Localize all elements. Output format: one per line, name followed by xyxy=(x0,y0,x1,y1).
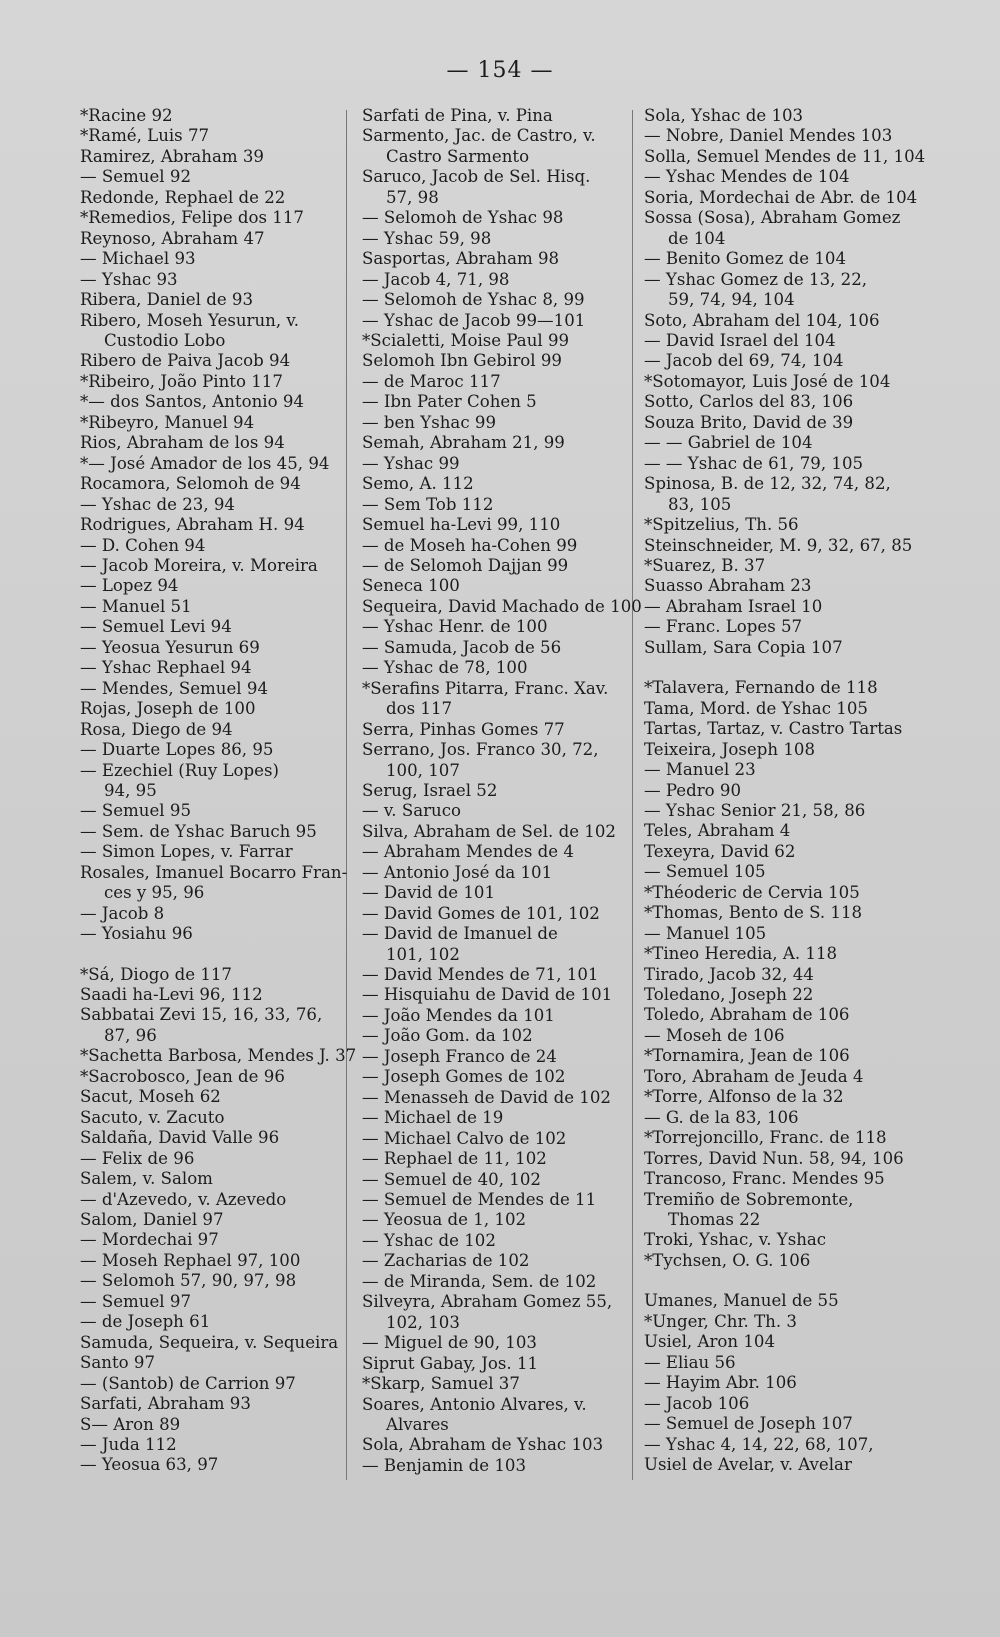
index-entry: Toro, Abraham de Jeuda 4 xyxy=(644,1066,864,1086)
index-entry: — Jacob 8 xyxy=(80,903,165,923)
index-entry: — Zacharias de 102 xyxy=(362,1251,530,1271)
index-entry: — G. de la 83, 106 xyxy=(644,1107,799,1127)
index-entry-continuation: Castro Sarmento xyxy=(386,146,530,166)
index-entry: — Nobre, Daniel Mendes 103 xyxy=(644,126,893,146)
index-entry: — Samuda, Jacob de 56 xyxy=(362,637,562,657)
index-entry-continuation: ces y 95, 96 xyxy=(104,883,205,903)
index-entry: — Jacob 4, 71, 98 xyxy=(362,269,510,289)
index-entry: Sola, Abraham de Yshac 103 xyxy=(362,1435,604,1455)
index-entry: Teixeira, Joseph 108 xyxy=(644,739,816,759)
index-entry-continuation: de 104 xyxy=(668,228,726,248)
index-entry: — Semuel 95 xyxy=(80,801,191,821)
index-entry: Semah, Abraham 21, 99 xyxy=(362,433,565,453)
index-entry: *Torrejoncillo, Franc. de 118 xyxy=(644,1128,887,1148)
index-entry: — Manuel 105 xyxy=(644,923,767,943)
index-entry: — v. Saruco xyxy=(362,801,461,821)
index-entry: *Sá, Diogo de 117 xyxy=(80,964,232,984)
index-entry: Usiel, Aron 104 xyxy=(644,1332,776,1352)
index-column-3 xyxy=(644,106,926,1475)
index-entry: — Juda 112 xyxy=(80,1435,177,1454)
index-entry: *Théoderic de Cervia 105 xyxy=(644,882,860,902)
index-entry: Rodrigues, Abraham H. 94 xyxy=(80,515,305,535)
index-entry: *Spitzelius, Th. 56 xyxy=(644,515,799,535)
index-entry: — de Selomoh Dajjan 99 xyxy=(362,555,569,575)
index-entry-continuation: Custodio Lobo xyxy=(104,330,226,350)
index-entry: — de Maroc 117 xyxy=(362,371,501,391)
index-entry: — — Gabriel de 104 xyxy=(644,433,813,453)
index-entry: *Tornamira, Jean de 106 xyxy=(644,1046,850,1066)
index-entry: Troki, Yshac, v. Yshac xyxy=(644,1230,827,1250)
index-entry: Saadi ha-Levi 96, 112 xyxy=(80,985,263,1005)
index-entry: Tirado, Jacob 32, 44 xyxy=(644,964,814,984)
index-entry: Trancoso, Franc. Mendes 95 xyxy=(644,1169,885,1189)
index-entry: — Pedro 90 xyxy=(644,780,742,800)
index-entry: Rios, Abraham de los 94 xyxy=(80,433,285,453)
index-entry: — Semuel Levi 94 xyxy=(80,617,232,637)
index-entry: *— dos Santos, Antonio 94 xyxy=(80,392,304,412)
index-entry: *Unger, Chr. Th. 3 xyxy=(644,1311,797,1331)
index-entry: Steinschneider, M. 9, 32, 67, 85 xyxy=(644,535,913,555)
index-entry: — Lopez 94 xyxy=(80,576,179,596)
index-entry: — Yeosua de 1, 102 xyxy=(362,1210,527,1230)
index-entry: — Yshac de 102 xyxy=(362,1230,496,1250)
index-entry: — Miguel de 90, 103 xyxy=(362,1333,537,1353)
index-entry: Rojas, Joseph de 100 xyxy=(80,699,256,719)
index-entry: Rosales, Imanuel Bocarro Fran- xyxy=(80,862,348,882)
index-entry: Semuel ha-Levi 99, 110 xyxy=(362,515,561,535)
index-entry: — Hayim Abr. 106 xyxy=(644,1373,797,1393)
index-entry: — Manuel 51 xyxy=(80,596,192,616)
index-entry: Sola, Yshac de 103 xyxy=(644,106,804,125)
index-entry: Sequeira, David Machado de 100 xyxy=(362,596,642,616)
index-entry: — Yshac Rephael 94 xyxy=(80,658,252,678)
index-entry: Serug, Israel 52 xyxy=(362,780,498,800)
index-entry: — Semuel 105 xyxy=(644,862,766,882)
index-entry: Seneca 100 xyxy=(362,576,460,596)
index-entry: Reynoso, Abraham 47 xyxy=(80,228,265,248)
index-entry: — David Mendes de 71, 101 xyxy=(362,965,599,985)
index-entry: Ribera, Daniel de 93 xyxy=(80,290,254,310)
index-entry: — Semuel 97 xyxy=(80,1291,191,1311)
index-entry: — Yshac Gomez de 13, 22, xyxy=(644,269,868,289)
index-entry: — David Israel del 104 xyxy=(644,330,836,350)
index-entry: Sarmento, Jac. de Castro, v. xyxy=(362,126,596,146)
index-entry: *Ribeyro, Manuel 94 xyxy=(80,412,255,432)
index-entry: — Michael 93 xyxy=(80,249,196,269)
index-entry: — Michael Calvo de 102 xyxy=(362,1128,567,1148)
index-entry: Umanes, Manuel de 55 xyxy=(644,1291,839,1311)
index-entry: — David de 101 xyxy=(362,883,496,903)
index-entry: Rocamora, Selomoh de 94 xyxy=(80,474,301,494)
index-entry: — Benjamin de 103 xyxy=(362,1455,527,1475)
index-entry: — Semuel de Mendes de 11 xyxy=(362,1190,597,1210)
index-entry: — João Gom. da 102 xyxy=(362,1026,533,1046)
index-entry: — Yshac 93 xyxy=(80,269,178,289)
index-entry: Sacuto, v. Zacuto xyxy=(80,1107,225,1127)
index-entry: — Yeosua 63, 97 xyxy=(80,1455,219,1475)
index-entry: *Sachetta Barbosa, Mendes J. 37 xyxy=(80,1046,357,1066)
index-entry: Sabbatai Zevi 15, 16, 33, 76, xyxy=(80,1005,323,1025)
index-entry: — Felix de 96 xyxy=(80,1148,195,1168)
index-entry: *Racine 92 xyxy=(80,106,173,125)
index-entry: Salem, v. Salom xyxy=(80,1169,213,1189)
index-entry: — Yshac de 78, 100 xyxy=(362,658,528,678)
index-entry: Soares, Antonio Alvares, v. xyxy=(362,1394,587,1414)
index-entry: — de Miranda, Sem. de 102 xyxy=(362,1271,597,1291)
index-entry: — Yshac de 23, 94 xyxy=(80,494,235,514)
index-entry: *Ribeiro, João Pinto 117 xyxy=(80,371,283,391)
index-entry: — Selomoh de Yshac 98 xyxy=(362,208,564,228)
index-entry: Tartas, Tartaz, v. Castro Tartas xyxy=(644,719,903,739)
index-entry: Texeyra, David 62 xyxy=(644,841,796,861)
index-entry: *Thomas, Bento de S. 118 xyxy=(644,903,863,923)
index-entry-continuation: 87, 96 xyxy=(104,1025,157,1045)
index-entry: Soria, Mordechai de Abr. de 104 xyxy=(644,187,918,207)
index-entry: — Mordechai 97 xyxy=(80,1230,219,1250)
index-entry: Sarfati de Pina, v. Pina xyxy=(362,106,553,125)
index-entry: — Simon Lopes, v. Farrar xyxy=(80,842,293,862)
index-entry: — Semuel 92 xyxy=(80,167,191,187)
index-entry: — Abraham Mendes de 4 xyxy=(362,842,574,862)
column-divider xyxy=(346,110,347,1480)
index-entry: Redonde, Rephael de 22 xyxy=(80,187,286,207)
index-entry: *Talavera, Fernando de 118 xyxy=(644,678,878,698)
index-entry: — João Mendes da 101 xyxy=(362,1005,555,1025)
index-entry-continuation: 101, 102 xyxy=(386,944,460,964)
index-entry: Serra, Pinhas Gomes 77 xyxy=(362,719,565,739)
index-entry: Spinosa, B. de 12, 32, 74, 82, xyxy=(644,474,891,494)
index-entry: — Selomoh 57, 90, 97, 98 xyxy=(80,1271,297,1291)
index-entry: — Semuel de Joseph 107 xyxy=(644,1414,853,1434)
index-entry-continuation: 83, 105 xyxy=(668,494,732,514)
index-entry: *Tychsen, O. G. 106 xyxy=(644,1250,811,1270)
index-entry: *Remedios, Felipe dos 117 xyxy=(80,208,304,228)
index-entry: Santo 97 xyxy=(80,1353,155,1373)
index-entry: — Yosiahu 96 xyxy=(80,924,193,944)
index-entry: — D. Cohen 94 xyxy=(80,535,206,555)
index-entry: Silveyra, Abraham Gomez 55, xyxy=(362,1292,613,1312)
index-entry: — Franc. Lopes 57 xyxy=(644,617,803,637)
index-entry: Ribero, Moseh Yesurun, v. xyxy=(80,310,300,330)
index-entry-continuation: 102, 103 xyxy=(386,1312,460,1332)
index-entry: — — Yshac de 61, 79, 105 xyxy=(644,453,864,473)
index-entry: Silva, Abraham de Sel. de 102 xyxy=(362,821,616,841)
index-entry: Usiel de Avelar, v. Avelar xyxy=(644,1455,852,1474)
index-entry: — Hisquiahu de David de 101 xyxy=(362,985,613,1005)
index-entry: — Duarte Lopes 86, 95 xyxy=(80,740,274,760)
index-entry: — Eliau 56 xyxy=(644,1352,736,1372)
index-entry: — Yshac 4, 14, 22, 68, 107, xyxy=(644,1434,874,1454)
index-entry: — Selomoh de Yshac 8, 99 xyxy=(362,290,585,310)
index-entry: Ribero de Paiva Jacob 94 xyxy=(80,351,291,371)
index-entry: — d'Azevedo, v. Azevedo xyxy=(80,1189,287,1209)
index-entry: *Tineo Heredia, A. 118 xyxy=(644,944,838,964)
index-entry: Sarfati, Abraham 93 xyxy=(80,1394,251,1414)
index-entry: *Sacrobosco, Jean de 96 xyxy=(80,1066,285,1086)
index-entry: — Joseph Gomes de 102 xyxy=(362,1067,566,1087)
index-entry: *— José Amador de los 45, 94 xyxy=(80,453,330,473)
index-entry: Serrano, Jos. Franco 30, 72, xyxy=(362,740,599,760)
index-entry: Suasso Abraham 23 xyxy=(644,576,812,596)
index-entry: *Serafins Pitarra, Franc. Xav. xyxy=(362,678,609,698)
index-entry: — Yshac Senior 21, 58, 86 xyxy=(644,800,866,820)
index-entry: Tremiño de Sobremonte, xyxy=(644,1189,854,1209)
index-entry: — Rephael de 11, 102 xyxy=(362,1149,547,1169)
index-entry: Samuda, Sequeira, v. Sequeira xyxy=(80,1332,339,1352)
index-entry-continuation: 94, 95 xyxy=(104,780,157,800)
index-entry: Ramirez, Abraham 39 xyxy=(80,146,264,166)
index-entry: — Ibn Pater Cohen 5 xyxy=(362,392,537,412)
index-entry: Toledano, Joseph 22 xyxy=(644,985,814,1005)
index-entry: Semo, A. 112 xyxy=(362,474,474,494)
index-entry: — Yeosua Yesurun 69 xyxy=(80,637,260,657)
column-divider xyxy=(632,110,633,1480)
index-column-2 xyxy=(362,106,642,1476)
index-entry: — Menasseh de David de 102 xyxy=(362,1087,611,1107)
index-entry-continuation: 57, 98 xyxy=(386,187,439,207)
index-entry: — Jacob Moreira, v. Moreira xyxy=(80,555,318,575)
index-entry: Saldaña, David Valle 96 xyxy=(80,1128,280,1148)
index-entry: Soto, Abraham del 104, 106 xyxy=(644,310,880,330)
index-entry: *Sotomayor, Luis José de 104 xyxy=(644,371,891,391)
index-entry: Sullam, Sara Copia 107 xyxy=(644,637,843,657)
index-entry: — Moseh Rephael 97, 100 xyxy=(80,1250,301,1270)
index-entry: S— Aron 89 xyxy=(80,1414,181,1434)
index-entry: Selomoh Ibn Gebirol 99 xyxy=(362,351,562,371)
index-entry: — Abraham Israel 10 xyxy=(644,596,823,616)
index-entry: Salom, Daniel 97 xyxy=(80,1210,224,1230)
index-entry: — Antonio José da 101 xyxy=(362,862,553,882)
index-entry: — Yshac Henr. de 100 xyxy=(362,617,548,637)
index-entry-continuation: Alvares xyxy=(386,1415,449,1434)
index-entry: — Jacob 106 xyxy=(644,1393,750,1413)
index-entry: *Torre, Alfonso de la 32 xyxy=(644,1087,844,1107)
index-entry: — Sem Tob 112 xyxy=(362,494,494,514)
index-entry: — David Gomes de 101, 102 xyxy=(362,903,600,923)
index-entry: — de Moseh ha-Cohen 99 xyxy=(362,535,578,555)
index-entry: — Yshac de Jacob 99—101 xyxy=(362,310,586,330)
index-entry: Souza Brito, David de 39 xyxy=(644,412,854,432)
index-entry: — Mendes, Semuel 94 xyxy=(80,678,269,698)
index-entry: Saruco, Jacob de Sel. Hisq. xyxy=(362,167,591,187)
index-entry: Tama, Mord. de Yshac 105 xyxy=(644,698,868,718)
index-entry-continuation: dos 117 xyxy=(386,699,453,719)
index-entry: — Moseh de 106 xyxy=(644,1025,785,1045)
index-entry: — Ezechiel (Ruy Lopes) xyxy=(80,760,279,780)
index-entry: Sossa (Sosa), Abraham Gomez xyxy=(644,208,901,228)
page-number: — 154 — xyxy=(446,58,554,83)
index-entry: — de Joseph 61 xyxy=(80,1312,211,1332)
index-entry: — Semuel de 40, 102 xyxy=(362,1169,541,1189)
index-entry: Rosa, Diego de 94 xyxy=(80,719,233,739)
index-entry: — Benito Gomez de 104 xyxy=(644,249,847,269)
index-entry: Solla, Semuel Mendes de 11, 104 xyxy=(644,146,926,166)
index-entry: — Yshac 59, 98 xyxy=(362,228,492,248)
index-entry: — David de Imanuel de xyxy=(362,924,558,944)
index-entry: Sasportas, Abraham 98 xyxy=(362,249,560,269)
index-entry: — Yshac Mendes de 104 xyxy=(644,167,850,187)
index-entry: — Jacob del 69, 74, 104 xyxy=(644,351,844,371)
index-entry: *Scialetti, Moise Paul 99 xyxy=(362,330,570,350)
index-entry-continuation: 100, 107 xyxy=(386,760,460,780)
index-entry: Siprut Gabay, Jos. 11 xyxy=(362,1353,539,1373)
index-entry-continuation: Thomas 22 xyxy=(668,1210,761,1230)
index-entry: — Joseph Franco de 24 xyxy=(362,1046,557,1066)
index-entry: — Sem. de Yshac Baruch 95 xyxy=(80,821,317,841)
index-entry: Torres, David Nun. 58, 94, 106 xyxy=(644,1148,904,1168)
index-entry: *Suarez, B. 37 xyxy=(644,555,766,575)
index-entry: Sacut, Moseh 62 xyxy=(80,1087,221,1107)
index-entry: — Manuel 23 xyxy=(644,760,756,780)
index-column-1 xyxy=(80,106,357,1476)
index-entry: Teles, Abraham 4 xyxy=(644,821,791,841)
index-entry: *Skarp, Samuel 37 xyxy=(362,1374,520,1394)
index-entry: — ben Yshac 99 xyxy=(362,412,497,432)
index-entry: *Ramé, Luis 77 xyxy=(80,126,210,146)
index-entry: — (Santob) de Carrion 97 xyxy=(80,1373,296,1393)
index-entry: — Yshac 99 xyxy=(362,453,460,473)
index-entry: — Michael de 19 xyxy=(362,1108,504,1128)
index-entry-continuation: 59, 74, 94, 104 xyxy=(668,290,795,310)
index-entry: Toledo, Abraham de 106 xyxy=(644,1005,850,1025)
index-entry: Sotto, Carlos del 83, 106 xyxy=(644,392,854,412)
